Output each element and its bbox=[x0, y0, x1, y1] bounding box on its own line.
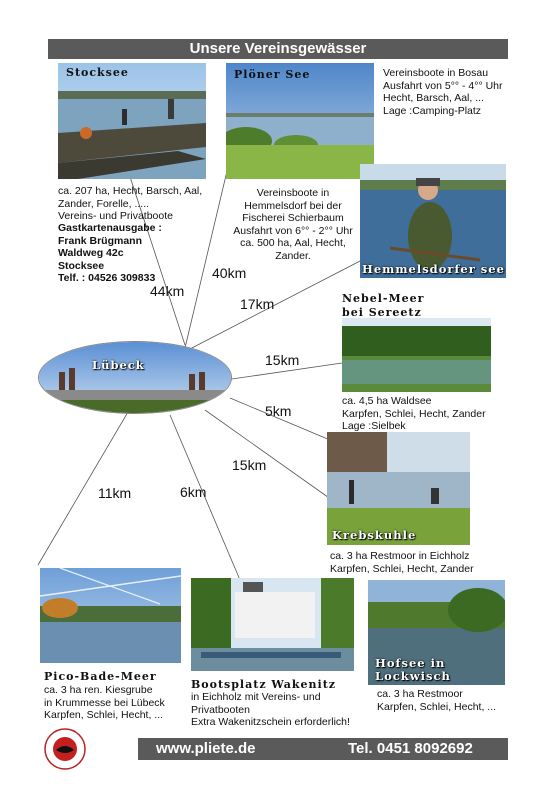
luebeck-label: Lübeck bbox=[92, 358, 145, 372]
hemmelsdorf-label: Hemmelsdorfer see bbox=[362, 262, 505, 276]
krebskuhle-label: Krebskuhle bbox=[332, 528, 417, 542]
hemmelsdorf-info: Vereinsboote in Hemmelsdorf bei der Fischerei Schierbaum Ausfahrt von 6°° - 2°° Uhr ca. 500 ha, Aal, Hecht, Zander. bbox=[233, 187, 353, 262]
distance-nebel: 15km bbox=[265, 352, 300, 368]
krebskuhle-info: ca. 3 ha Restmoor in Eichholz Karpfen, Schlei, Hecht, Zander bbox=[330, 550, 474, 575]
hofsee-label: Hofsee in Lockwisch bbox=[375, 656, 451, 683]
hemmelsdorf-photo bbox=[360, 164, 506, 278]
page-title: Unsere Vereinsgewässer bbox=[48, 39, 508, 59]
distance-krebskuhle-a: 5km bbox=[265, 403, 292, 419]
pico-label: Pico-Bade-Meer bbox=[44, 670, 157, 683]
stocksee-contact: Gastkartenausgabe : Frank Brügmann Waldweg 42c Stocksee Telf. : 04526 309833 bbox=[58, 222, 162, 284]
distance-ploener: 40km bbox=[212, 265, 247, 281]
ploener-label: Plöner See bbox=[234, 68, 311, 81]
ploener-info: Vereinsboote in Bosau Ausfahrt von 5°° - 4°° Uhr Hecht, Barsch, Aal, ... Lage :Camping-Platz bbox=[383, 67, 503, 117]
distance-stocksee: 44km bbox=[150, 283, 185, 299]
hofsee-info: ca. 3 ha Restmoor Karpfen, Schlei, Hecht, ... bbox=[377, 688, 497, 713]
stocksee-photo bbox=[58, 63, 206, 179]
luebeck-oval bbox=[38, 341, 232, 414]
nebel-label: Nebel-Meer bei Sereetz bbox=[342, 292, 425, 319]
wakenitz-photo bbox=[191, 578, 354, 671]
footer-bar bbox=[138, 738, 508, 760]
distance-krebskuhle-b: 15km bbox=[232, 457, 267, 473]
pico-photo bbox=[40, 568, 181, 663]
stocksee-label: Stocksee bbox=[66, 66, 129, 79]
distance-pico: 11km bbox=[98, 485, 132, 501]
nebel-info: ca. 4,5 ha Waldsee Karpfen, Schlei, Hecht, Zander Lage :Sielbek bbox=[342, 395, 486, 432]
distance-hemmelsdorf: 17km bbox=[240, 296, 275, 312]
stocksee-info: ca. 207 ha, Hecht, Barsch, Aal, Zander, Forelle, ..... Vereins- und Privatboote bbox=[58, 185, 203, 222]
wakenitz-label: Bootsplatz Wakenitz bbox=[191, 678, 337, 691]
distance-wakenitz: 6km bbox=[180, 484, 207, 500]
nebel-photo bbox=[342, 318, 491, 392]
club-logo bbox=[44, 728, 86, 770]
website-link[interactable]: www.pliete.de bbox=[156, 740, 256, 757]
phone-number: Tel. 0451 8092692 bbox=[348, 740, 473, 757]
pico-info: ca. 3 ha ren. Kiesgrube in Krummesse bei Lübeck Karpfen, Schlei, Hecht, ... bbox=[44, 684, 165, 721]
wakenitz-info: in Eichholz mit Vereins- und Privatbooten Extra Wakenitzschein erforderlich! bbox=[191, 691, 350, 728]
